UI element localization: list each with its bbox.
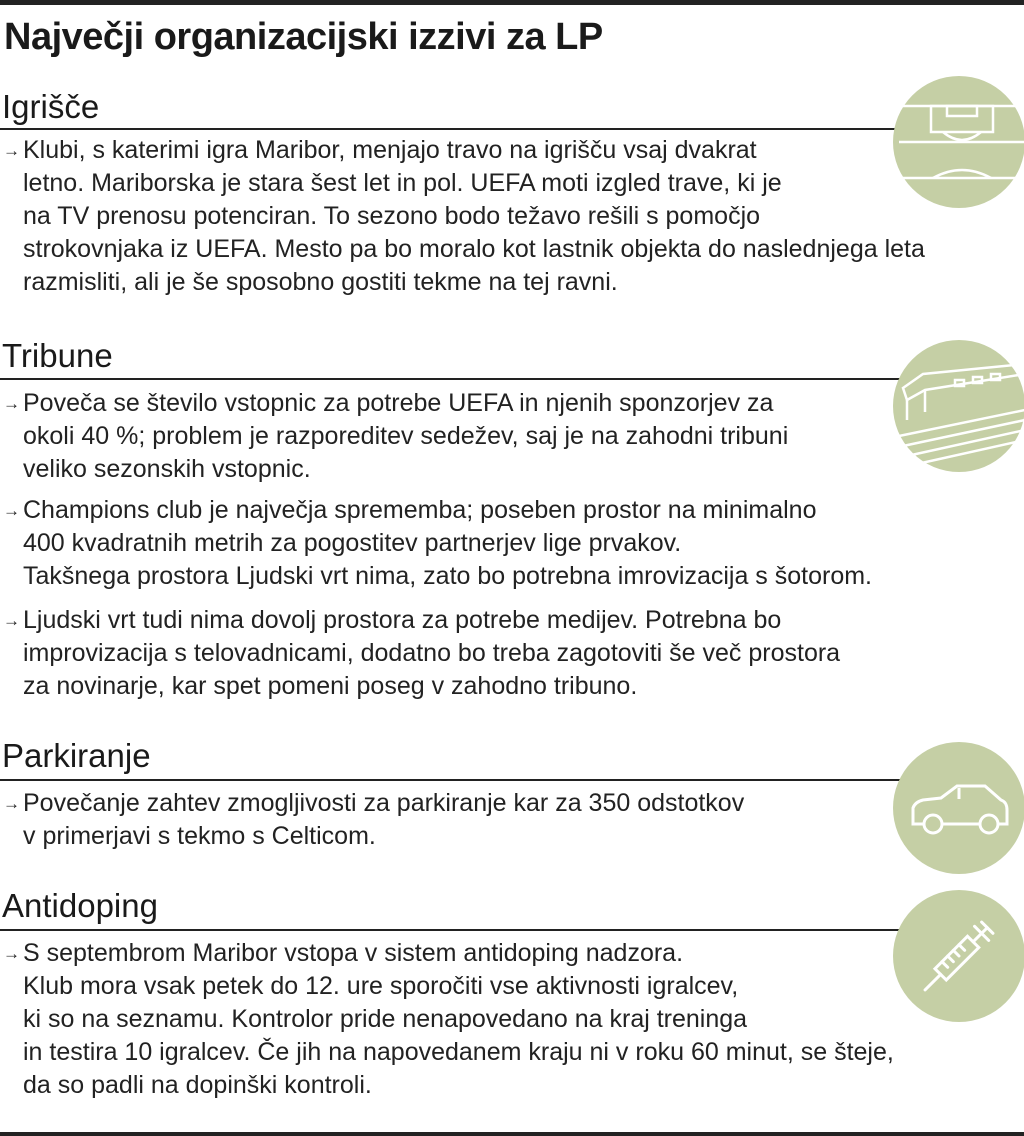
list-item: → Poveča se število vstopnic za potrebe UEFA in njenih sponzorjev za okoli 40 %; problem je razporeditev sedežev, saj je na zahodni tribuni veliko sezonskih vstopnic. — [3, 389, 789, 483]
arrow-bullet-icon: → — [3, 501, 20, 520]
arrow-bullet-icon: → — [3, 394, 20, 413]
top-border — [0, 0, 1024, 5]
section-rule — [0, 378, 910, 380]
stadium-stand-icon — [893, 340, 1024, 472]
section-rule — [0, 929, 910, 931]
page-title: Največji organizacijski izzivi za LP — [4, 16, 603, 58]
section-heading: Parkiranje — [2, 737, 151, 774]
arrow-bullet-icon: → — [3, 794, 20, 813]
list-item: → Klubi, s katerimi igra Maribor, menjajo travo na igrišču vsaj dvakrat letno. Mariborska je stara šest let in pol. UEFA moti izgled trave, ki je na TV prenosu potenciran. To sezono bodo težavo rešili s pomočjo strokovnjaka iz UEFA. Mesto pa bo moralo kot lastnik objekta do naslednjega leta razmisliti, ali je še sposobno gostiti tekme na tej ravni. — [3, 136, 925, 296]
bottom-border — [0, 1132, 1024, 1136]
section-rule — [0, 128, 910, 130]
arrow-bullet-icon: → — [3, 611, 20, 630]
football-pitch-icon — [893, 76, 1024, 208]
list-item: → Ljudski vrt tudi nima dovolj prostora za potrebe medijev. Potrebna bo improvizacija s telovadnicami, dodatno bo treba zagotoviti še več prostora za novinarje, kar spet pomeni poseg v zahodno tribuno. — [3, 606, 841, 700]
list-item: → Povečanje zahtev zmogljivosti za parkiranje kar za 350 odstotkov v primerjavi s tekmo s Celticom. — [3, 789, 745, 850]
section-rule — [0, 779, 910, 781]
syringe-icon — [893, 890, 1024, 1022]
list-item: → Champions club je največja sprememba; poseben prostor na minimalno 400 kvadratnih metrih za pogostitev partnerjev lige prvakov. Takšnega prostora Ljudski vrt nima, zato bo potrebna imrovizacija s šotorom. — [3, 496, 872, 590]
list-item: → S septembrom Maribor vstopa v sistem antidoping nadzora. Klub mora vsak petek do 12. ure sporočiti vse aktivnosti igralcev, ki so na seznamu. Kontrolor pride nenapovedano na kraj treninga in testira 10 igralcev. Če jih na napovedanem kraju ni v roku 60 minut, se šteje, da so padli na dopinški kontroli. — [3, 939, 894, 1099]
section-heading: Antidoping — [2, 887, 158, 924]
section-heading: Igrišče — [2, 88, 100, 125]
arrow-bullet-icon: → — [3, 944, 20, 963]
arrow-bullet-icon: → — [3, 141, 20, 160]
section-heading: Tribune — [2, 337, 113, 374]
car-icon — [893, 742, 1024, 874]
